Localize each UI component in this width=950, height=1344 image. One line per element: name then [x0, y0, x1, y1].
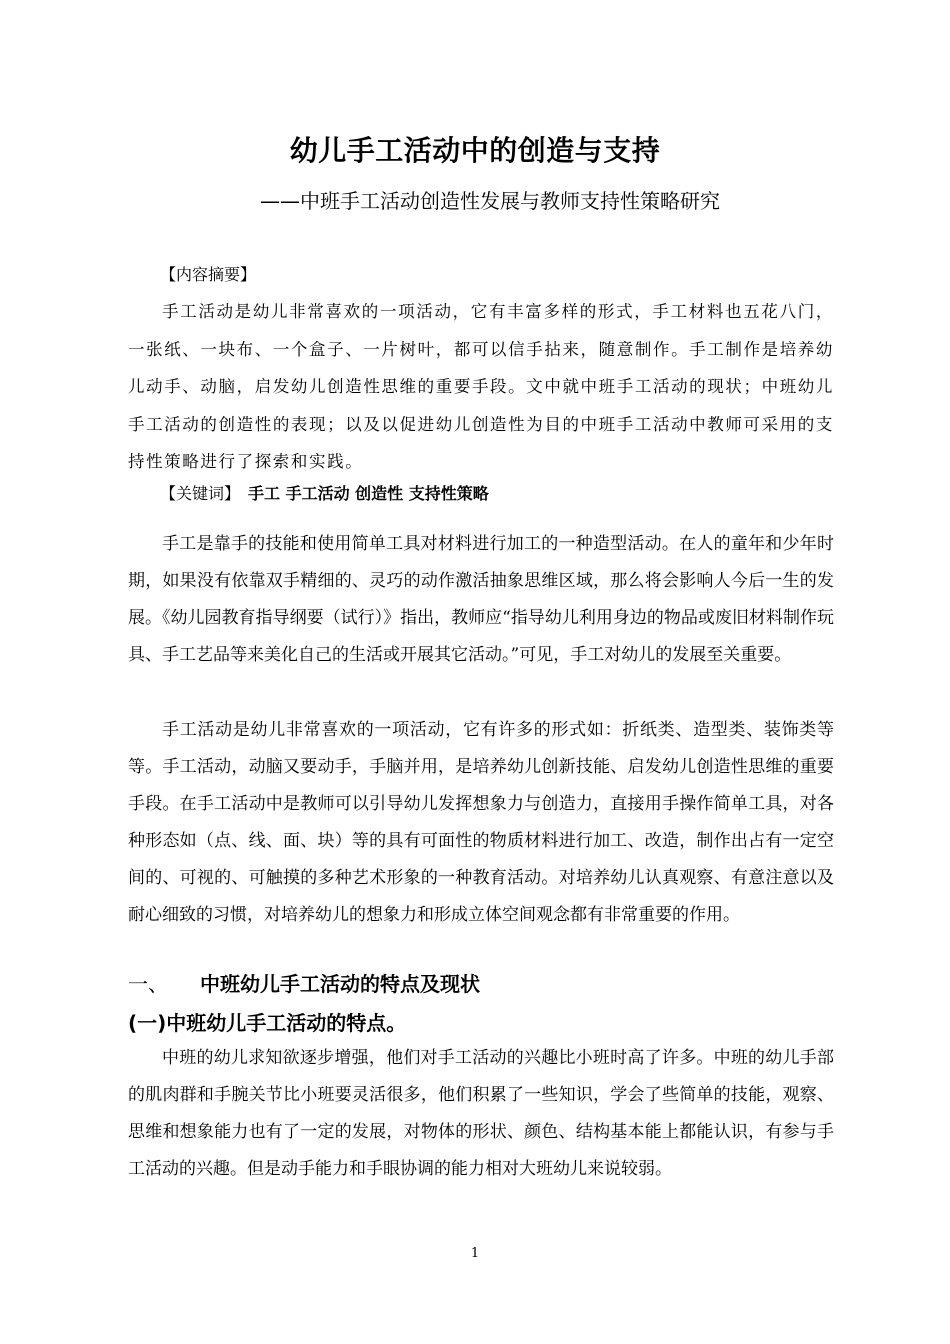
section-title: 中班幼儿手工活动的特点及现状	[200, 972, 480, 996]
body-paragraph-3: 中班的幼儿求知欲逐步增强，他们对手工活动的兴趣比小班时高了许多。中班的幼儿手部的肌肉群和手腕关节比小班要灵活很多，他们积累了一些知识，学会了些简单的技能，观察、思维和想象能力也有了一定的发展，对物体的形状、颜色、结构基本能上都能认识，有参与手工活动的兴趣。但是动手能力和手眼协调的能力相对大班幼儿来说较弱。	[128, 1048, 834, 1179]
document-title: 幼儿手工活动中的创造与支持	[289, 134, 661, 167]
abstract-text: 手工活动是幼儿非常喜欢的一项活动，它有丰富多样的形式，手工材料也五花八门，一张纸、一块布、一个盒子、一片树叶，都可以信手拈来，随意制作。手工制作是培养幼儿动手、动脑，启发幼儿创造性思维的重要手段。文中就中班手工活动的现状；中班幼儿手工活动的创造性的表现；以及以促进幼儿创造性为目的中班手工活动中教师可采用的支持性策略进行了探索和实践。	[128, 302, 834, 471]
section-number: 一、	[128, 972, 168, 996]
page-number: 1	[470, 1246, 480, 1261]
body-paragraph-1: 手工是靠手的技能和使用简单工具对材料进行加工的一种造型活动。在人的童年和少年时期，如果没有依靠双手精细的、灵巧的动作激活抽象思维区域，那么将会影响人今后一生的发展。《幼儿园教育指导纲要（试行）》指出，教师应“指导幼儿利用身边的物品或废旧材料制作玩具、手工艺品等来美化自己的生活或开展其它活动。”可见，手工对幼儿的发展至关重要。	[128, 534, 834, 665]
abstract-label: 【内容摘要】	[160, 265, 257, 284]
keywords-text: 手工 手工活动 创造性 支持性策略	[248, 484, 489, 503]
keywords-label: 【关键词】	[160, 484, 241, 503]
body-paragraph-2: 手工活动是幼儿非常喜欢的一项活动，它有许多的形式如：折纸类、造型类、装饰类等等。手工活动，动脑又要动手，手脑并用，是培养幼儿创新技能、启发幼儿创造性思维的重要手段。在手工活动中是教师可以引导幼儿发挥想象力与创造力，直接用手操作简单工具，对各种形态如（点、线、面、块）等的具有可面性的物质材料进行加工、改造，制作出占有一定空间的、可视的、可触摸的多种艺术形象的一种教育活动。对培养幼儿认真观察、有意注意以及耐心细致的习惯，对培养幼儿的想象力和形成立体空间观念都有非常重要的作用。	[128, 720, 834, 925]
subsection-heading-1: (一)中班幼儿手工活动的特点。	[128, 1011, 407, 1035]
keywords-line	[160, 481, 489, 507]
document-subtitle: ——中班手工活动创造性发展与教师支持性策略研究	[260, 189, 720, 213]
section-heading-1	[128, 969, 480, 999]
